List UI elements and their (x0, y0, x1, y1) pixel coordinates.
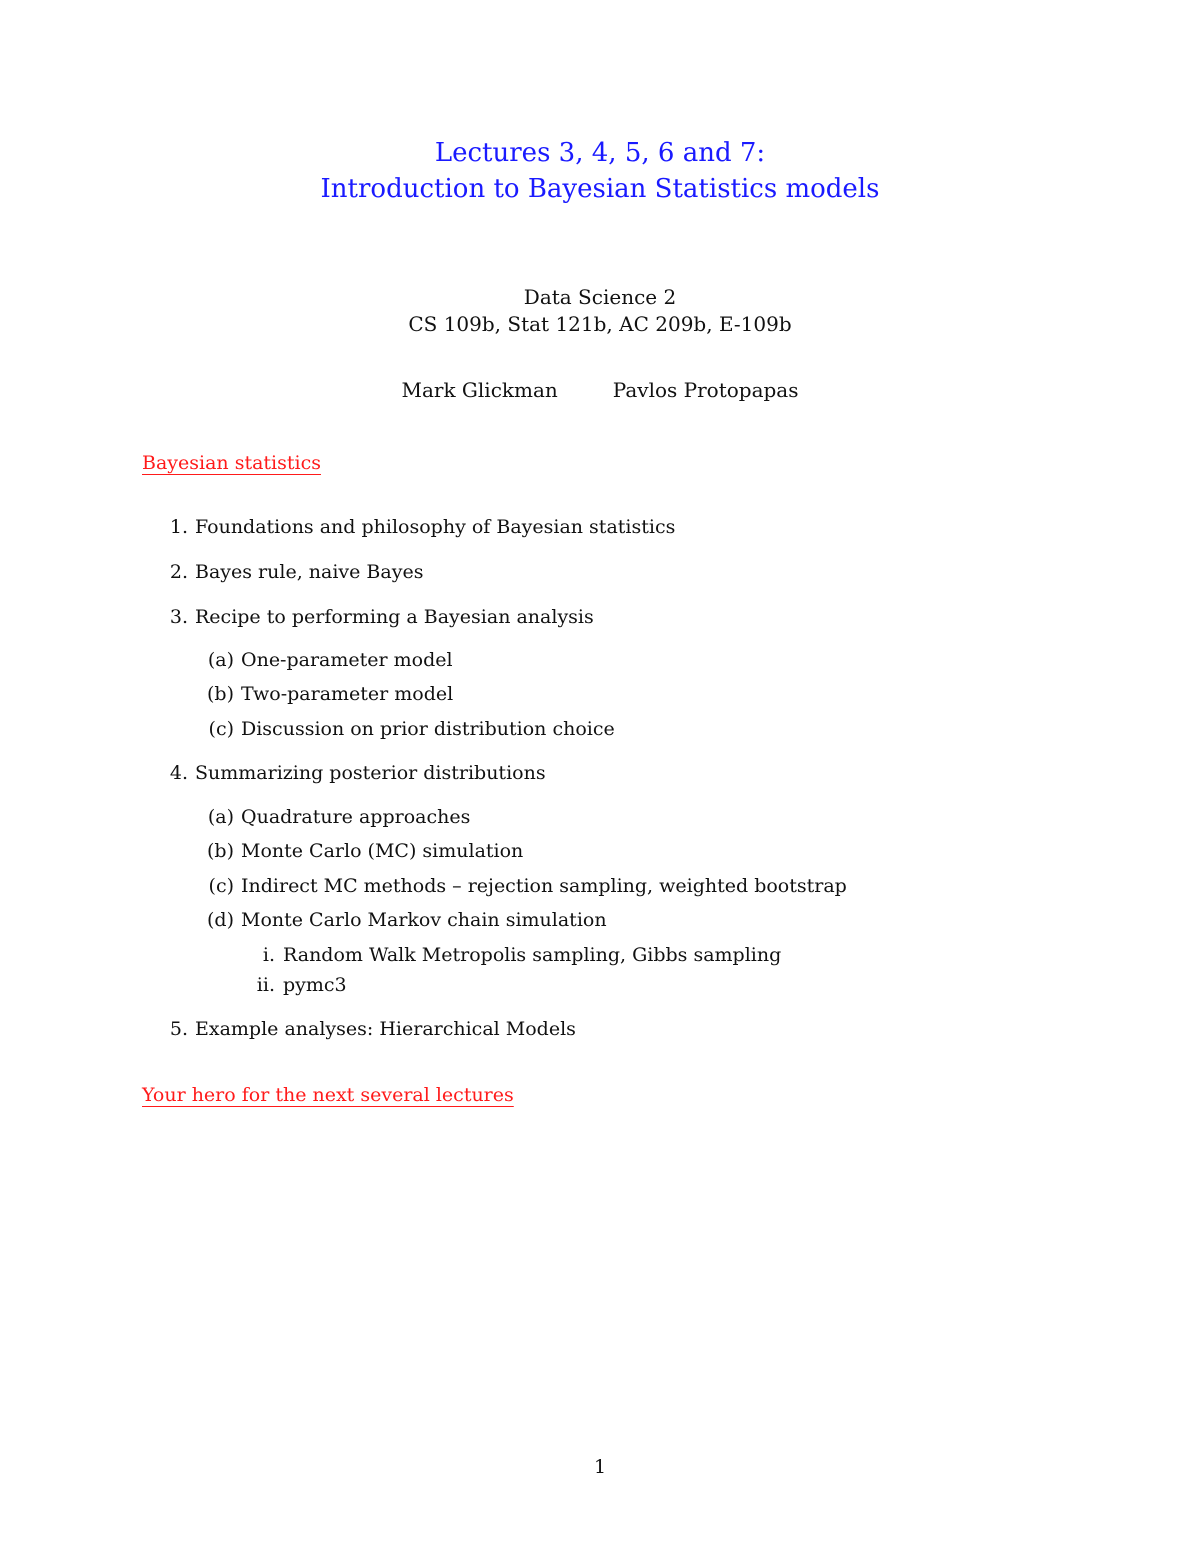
list-subitem-text: Indirect MC methods – rejection sampling, weighted bootstrap (241, 875, 847, 897)
course-name: Data Science 2 (523, 285, 677, 309)
list-subitem-number: (b) (207, 840, 234, 862)
authors (0, 378, 1200, 402)
list-subsubitem-number: ii. (256, 974, 275, 996)
list-subitem-text: Monte Carlo (MC) simulation (241, 840, 524, 862)
list-subitem-text: Quadrature approaches (241, 806, 471, 828)
list-item-text: Summarizing posterior distributions (195, 762, 546, 784)
list-subitem-text: Monte Carlo Markov chain simulation (241, 909, 607, 931)
course-codes: CS 109b, Stat 121b, AC 209b, E-109b (408, 312, 792, 336)
list-subitem-number: (d) (207, 909, 234, 931)
list-subsubitem-text: pymc3 (283, 974, 347, 996)
title-line-2: Introduction to Bayesian Statistics models (320, 174, 880, 204)
list-subitem-number: (b) (207, 683, 234, 705)
list-subitem-text: One-parameter model (241, 649, 453, 671)
list-item-text: Recipe to performing a Bayesian analysis (195, 606, 594, 628)
list-item-number: 1. (169, 516, 188, 538)
list-item-number: 4. (169, 762, 188, 784)
list-subitem-number: (a) (207, 806, 234, 828)
author-2: Pavlos Protopapas (612, 378, 799, 402)
page-number: 1 (593, 1456, 607, 1478)
list-subitem-number: (c) (208, 875, 234, 897)
bayesian-statistics-link[interactable]: Bayesian statistics (142, 452, 321, 474)
list-item-number: 5. (169, 1018, 188, 1040)
list-item-text: Example analyses: Hierarchical Models (195, 1018, 576, 1040)
list-item-text: Bayes rule, naive Bayes (195, 561, 424, 583)
list-item-number: 3. (169, 606, 188, 628)
list-subsubitem-number: i. (262, 944, 275, 966)
author-1: Mark Glickman (401, 378, 558, 402)
list-subitem-text: Discussion on prior distribution choice (241, 718, 615, 740)
list-subitem-number: (c) (208, 718, 234, 740)
list-subitem-text: Two-parameter model (241, 683, 454, 705)
hero-link[interactable]: Your hero for the next several lectures (142, 1084, 514, 1106)
list-item-text: Foundations and philosophy of Bayesian statistics (195, 516, 676, 538)
list-subitem-number: (a) (207, 649, 234, 671)
list-item-number: 2. (169, 561, 188, 583)
title-line-1: Lectures 3, 4, 5, 6 and 7: (434, 138, 766, 168)
list-subsubitem-text: Random Walk Metropolis sampling, Gibbs sampling (283, 944, 782, 966)
